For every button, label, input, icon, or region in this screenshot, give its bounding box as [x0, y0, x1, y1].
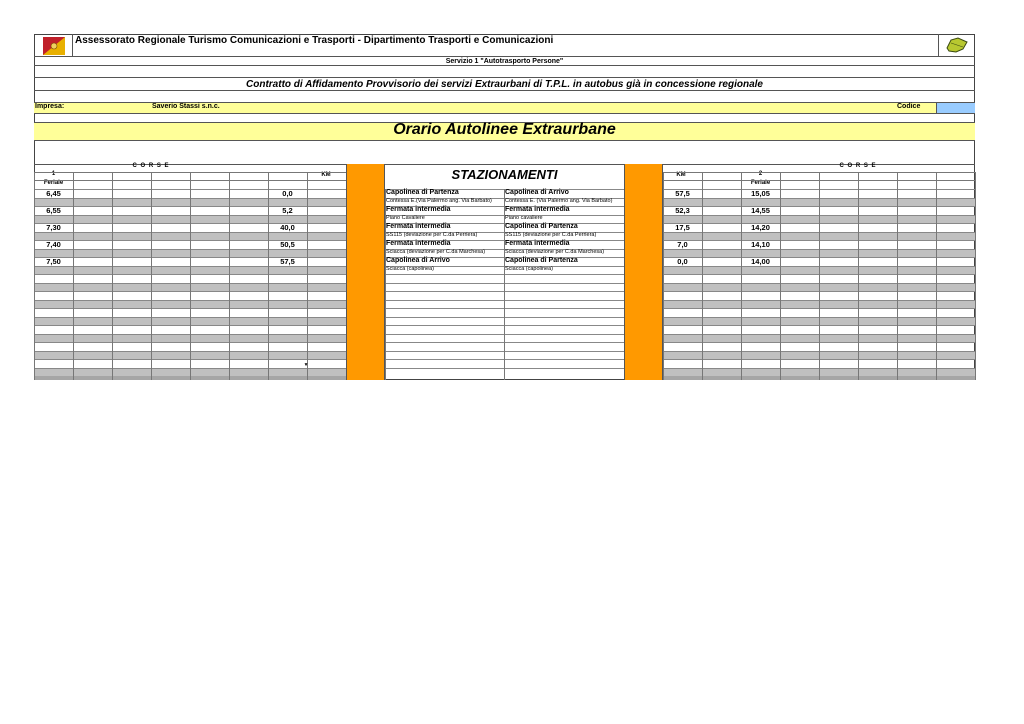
- stop-type: Fermata intermedia: [386, 240, 451, 247]
- stop-type: Fermata intermedia: [505, 240, 570, 247]
- sicily-map-icon: [945, 36, 969, 54]
- orange-separator-left: [346, 164, 385, 380]
- col-line: [663, 172, 664, 380]
- codice-field[interactable]: [936, 102, 975, 114]
- km-value: 5,2: [282, 206, 293, 215]
- departure-time: 7,50: [46, 257, 61, 266]
- km-value: 0,0: [282, 189, 293, 198]
- col-line: [229, 172, 230, 380]
- region-map-logo-cell: [938, 34, 975, 56]
- stop-name: Sciacca (capolinea): [386, 265, 434, 272]
- km-value: 0,0: [677, 257, 688, 266]
- return-time: 14,10: [751, 240, 770, 249]
- right-corsa-number: 2: [758, 171, 763, 177]
- return-time: 14,00: [751, 257, 770, 266]
- stop-type: Fermata intermedia: [386, 206, 451, 213]
- km-value: 57,5: [280, 257, 295, 266]
- col-line: [307, 172, 308, 380]
- right-corse-header: C O R S E: [839, 163, 877, 169]
- stop-name: Contessa E.(Via Palermo ang. Via Barbato): [386, 197, 492, 204]
- stop-type: Fermata intermedia: [386, 223, 451, 230]
- col-line: [936, 172, 937, 380]
- assessorato-title: Assessorato Regionale Turismo Comunicazioni e Trasporti - Dipartimento Trasporti e Comunicazioni: [75, 35, 554, 46]
- col-line: [858, 172, 859, 380]
- return-time: 14,20: [751, 223, 770, 232]
- col-line: [268, 172, 269, 380]
- stop-name: Contessa E. (Via Palermo ang. Via Barbato): [505, 197, 613, 204]
- left-corsa-number: 1: [51, 171, 56, 177]
- km-value: 40,0: [280, 223, 295, 232]
- codice-label: Codice: [897, 103, 921, 110]
- left-corse-header: C O R S E: [132, 163, 170, 169]
- stop-name: Sciacca (deviazione per C.da Marchesa): [505, 248, 605, 255]
- right-km-header: KM: [676, 172, 686, 178]
- col-line: [780, 172, 781, 380]
- stop-name: SS115 (deviazione per C.da Perriera): [505, 231, 597, 238]
- servizio-subtitle: Servizio 1 "Autotrasporto Persone": [445, 58, 564, 65]
- col-line: [897, 172, 898, 380]
- km-value: 7,0: [677, 240, 688, 249]
- col-line: [975, 172, 976, 380]
- impresa-value: Saverio Stassi s.n.c.: [152, 103, 220, 110]
- stop-name: Piano cavaliere: [505, 214, 543, 221]
- col-line: [151, 172, 152, 380]
- col-line: [702, 172, 703, 380]
- km-value: 50,5: [280, 240, 295, 249]
- stop-name: Sciacca (capolinea): [505, 265, 553, 272]
- down-arrow-icon: ▼: [303, 361, 309, 368]
- stop-type: Fermata intermedia: [505, 206, 570, 213]
- orange-separator-right: [624, 164, 663, 380]
- col-line: [190, 172, 191, 380]
- sicily-logo-cell: [34, 34, 73, 56]
- stop-type: Capolinea di Partenza: [505, 257, 578, 264]
- impresa-label: Impresa:: [35, 103, 65, 110]
- col-line: [34, 172, 35, 380]
- stop-type: Capolinea di Arrivo: [505, 189, 569, 196]
- stop-name: Piano Cavaliere: [386, 214, 425, 221]
- km-value: 57,5: [675, 189, 690, 198]
- sicily-emblem-icon: [43, 37, 65, 55]
- stop-type: Capolinea di Partenza: [386, 189, 459, 196]
- departure-time: 6,45: [46, 189, 61, 198]
- departure-time: 6,55: [46, 206, 61, 215]
- col-line: [741, 172, 742, 380]
- contratto-title: Contratto di Affidamento Provvisorio dei servizi Extraurbani di T.P.L. in autobus già in concessione regionale: [246, 79, 763, 90]
- stop-type: Capolinea di Partenza: [505, 223, 578, 230]
- departure-time: 7,30: [46, 223, 61, 232]
- return-time: 15,05: [751, 189, 770, 198]
- page-title: Orario Autolinee Extraurbane: [393, 121, 616, 138]
- timetable-grid: [34, 164, 975, 380]
- return-time: 14,55: [751, 206, 770, 215]
- left-km-header: KM: [321, 172, 331, 178]
- left-feriale: Feriale: [43, 180, 64, 186]
- stop-name: SS115 (deviazione per C.da Perriera): [386, 231, 478, 238]
- stop-name: Sciacca (deviazione per C.da Marchesa): [386, 248, 486, 255]
- km-value: 17,5: [675, 223, 690, 232]
- right-feriale: Feriale: [750, 180, 771, 186]
- stop-type: Capolinea di Arrivo: [386, 257, 450, 264]
- col-line: [819, 172, 820, 380]
- km-value: 52,3: [675, 206, 690, 215]
- departure-time: 7,40: [46, 240, 61, 249]
- col-line: [112, 172, 113, 380]
- stazionamenti-header: STAZIONAMENTI: [451, 167, 558, 182]
- col-line: [73, 172, 74, 380]
